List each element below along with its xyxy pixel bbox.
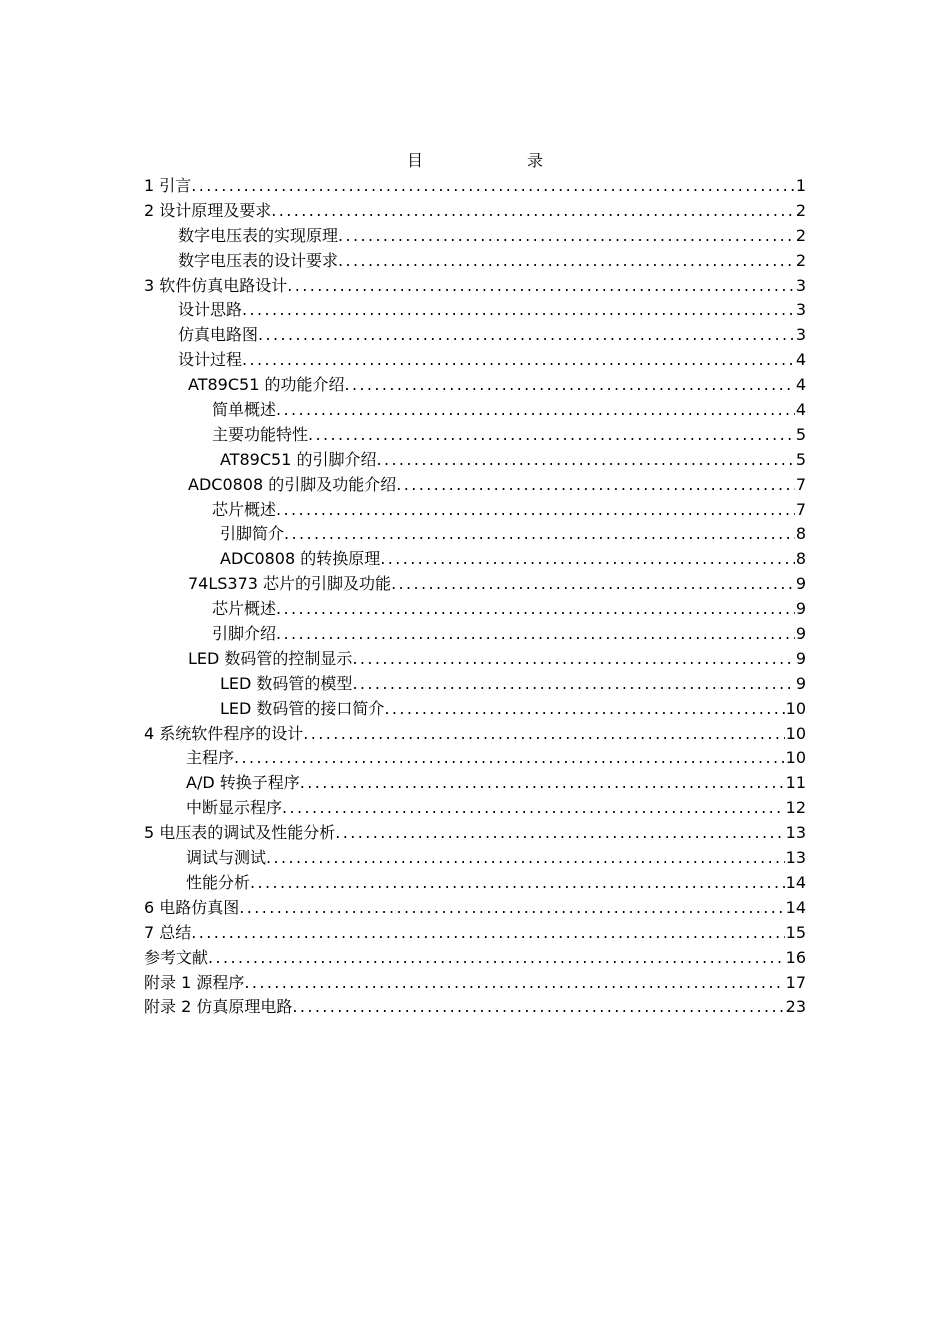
toc-entry-text: 设计过程	[178, 350, 243, 370]
toc-entry-text: 仿真电路图	[178, 325, 259, 345]
toc-page-number: 13	[785, 823, 806, 843]
toc-dot-leader	[250, 871, 785, 896]
toc-page-number: 14	[785, 897, 806, 917]
toc-dot-leader	[276, 597, 795, 622]
toc-entry-text: 参考文献	[144, 947, 209, 967]
toc-entry[interactable]	[144, 697, 806, 722]
toc-entry-text: 芯片概述	[212, 499, 277, 519]
toc-page-number: 7	[795, 474, 806, 494]
toc-entry-text: LED 数码管的控制显示	[188, 648, 353, 668]
toc-page-number: 15	[785, 922, 806, 942]
toc-entry-text: 附录 2 仿真原理电路	[144, 997, 293, 1017]
toc-entry-text: 调试与测试	[186, 848, 267, 868]
toc-dot-leader	[239, 896, 784, 921]
toc-entry-text: 简单概述	[212, 400, 277, 420]
toc-dot-leader	[258, 323, 795, 348]
toc-entry-text: ADC0808 的引脚及功能介绍	[188, 474, 397, 494]
toc-entry[interactable]	[144, 946, 806, 971]
toc-entry-text: ADC0808 的转换原理	[220, 549, 381, 569]
toc-dot-leader	[338, 249, 795, 274]
toc-entry-text: 芯片概述	[212, 599, 277, 619]
toc-entry-text: AT89C51 的功能介绍	[188, 375, 345, 395]
toc-entry-text: 数字电压表的设计要求	[178, 250, 339, 270]
toc-dot-leader	[292, 995, 784, 1020]
toc-page-number: 5	[795, 424, 806, 444]
toc-entry[interactable]	[144, 821, 806, 846]
toc-entry[interactable]	[144, 846, 806, 871]
toc-page-number: 3	[795, 300, 806, 320]
toc-entry[interactable]	[144, 722, 806, 747]
toc-page-number: 5	[795, 449, 806, 469]
toc-entry[interactable]	[144, 921, 806, 946]
toc-page-number: 7	[795, 499, 806, 519]
toc-entry-text: 4 系统软件程序的设计	[144, 723, 304, 743]
toc-entry[interactable]	[144, 448, 806, 473]
toc-dot-leader	[335, 821, 784, 846]
toc-page-number: 2	[795, 225, 806, 245]
toc-dot-leader	[380, 547, 795, 572]
toc-entry[interactable]	[144, 224, 806, 249]
toc-entry[interactable]	[144, 398, 806, 423]
toc-entry[interactable]	[144, 871, 806, 896]
toc-entry[interactable]	[144, 249, 806, 274]
toc-page-number: 16	[785, 947, 806, 967]
toc-page-number: 2	[795, 200, 806, 220]
toc-dot-leader	[234, 746, 785, 771]
toc-dot-leader	[284, 522, 795, 547]
toc-entry-text: 3 软件仿真电路设计	[144, 275, 288, 295]
toc-page-number: 2	[795, 250, 806, 270]
toc-entry[interactable]	[144, 373, 806, 398]
toc-page-number: 8	[795, 549, 806, 569]
toc-entry[interactable]	[144, 348, 806, 373]
toc-entry-text: 性能分析	[186, 872, 251, 892]
toc-entry-text: 数字电压表的实现原理	[178, 225, 339, 245]
toc-page-number: 4	[795, 350, 806, 370]
toc-entry[interactable]	[144, 971, 806, 996]
toc-entry[interactable]	[144, 298, 806, 323]
toc-entry-text: 中断显示程序	[186, 798, 283, 818]
toc-entry[interactable]	[144, 199, 806, 224]
toc-page-number: 9	[795, 599, 806, 619]
toc-entry[interactable]	[144, 547, 806, 572]
toc-dot-leader	[191, 921, 784, 946]
toc-dot-leader	[391, 572, 795, 597]
toc-entry-text: LED 数码管的接口简介	[220, 698, 385, 718]
toc-entry[interactable]	[144, 647, 806, 672]
toc-dot-leader	[242, 298, 795, 323]
toc-entry-text: 1 引言	[144, 176, 192, 195]
toc-dot-leader	[282, 796, 785, 821]
toc-entry[interactable]	[144, 423, 806, 448]
toc-page-number: 1	[795, 176, 806, 195]
toc-page-number: 4	[795, 375, 806, 395]
toc-entry-text: 引脚介绍	[212, 624, 277, 644]
toc-entry[interactable]	[144, 174, 806, 199]
toc-dot-leader	[303, 722, 784, 747]
toc-page-number: 4	[795, 400, 806, 420]
toc-entry-text: 7 总结	[144, 922, 192, 942]
toc-dot-leader	[352, 672, 794, 697]
toc-dot-leader	[208, 946, 785, 971]
toc-page-number: 17	[785, 972, 806, 992]
toc-page-number: 8	[795, 524, 806, 544]
toc-entry-text: 引脚简介	[220, 524, 285, 544]
toc-dot-leader	[276, 398, 795, 423]
toc-entry[interactable]	[144, 522, 806, 547]
toc-entry-text: LED 数码管的模型	[220, 673, 353, 693]
toc-entry-text: 主要功能特性	[212, 424, 309, 444]
toc-dot-leader	[308, 423, 795, 448]
toc-page-number: 13	[785, 848, 806, 868]
toc-entry-text: 5 电压表的调试及性能分析	[144, 823, 336, 843]
toc-entry[interactable]	[144, 323, 806, 348]
toc-dot-leader	[242, 348, 795, 373]
toc-entry[interactable]	[144, 796, 806, 821]
toc-entry-text: 74LS373 芯片的引脚及功能	[188, 574, 392, 594]
toc-page-number: 10	[785, 723, 806, 743]
toc-entry[interactable]	[144, 274, 806, 299]
toc-entry-text: 6 电路仿真图	[144, 897, 240, 917]
toc-dot-leader	[396, 473, 795, 498]
toc-entry-text: AT89C51 的引脚介绍	[220, 449, 377, 469]
toc-entry-text: 主程序	[186, 748, 235, 768]
toc-dot-leader	[276, 498, 795, 523]
toc-page-number: 10	[785, 748, 806, 768]
toc-dot-leader	[191, 174, 795, 199]
toc-entry[interactable]	[144, 597, 806, 622]
toc-entry-text: A/D 转换子程序	[186, 773, 300, 793]
toc-dot-leader	[276, 622, 795, 647]
toc-page-number: 23	[785, 997, 806, 1017]
toc-dot-leader	[266, 846, 785, 871]
toc-entry-text: 附录 1 源程序	[144, 972, 245, 992]
toc-page-number: 3	[795, 275, 806, 295]
toc-dot-leader	[344, 373, 794, 398]
toc-page-number: 12	[785, 798, 806, 818]
toc-dot-leader	[376, 448, 794, 473]
toc-dot-leader	[244, 971, 784, 996]
toc-entry[interactable]	[144, 498, 806, 523]
toc-list	[144, 174, 806, 1020]
toc-entry[interactable]	[144, 896, 806, 921]
toc-dot-leader	[338, 224, 795, 249]
toc-dot-leader	[300, 771, 785, 796]
toc-entry-text: 设计思路	[178, 300, 243, 320]
toc-entry[interactable]	[144, 622, 806, 647]
toc-page-number: 9	[795, 648, 806, 668]
toc-entry-text: 2 设计原理及要求	[144, 200, 272, 220]
toc-dot-leader	[384, 697, 784, 722]
toc-page-number: 3	[795, 325, 806, 345]
toc-entry[interactable]	[144, 995, 806, 1020]
toc-page-number: 9	[795, 624, 806, 644]
toc-entry[interactable]	[144, 473, 806, 498]
toc-entry[interactable]	[144, 746, 806, 771]
toc-page-number: 9	[795, 574, 806, 594]
toc-title: 目 录	[406, 151, 587, 170]
toc-dot-leader	[352, 647, 794, 672]
toc-page-number: 11	[785, 773, 806, 793]
toc-page-number: 9	[795, 673, 806, 693]
toc-dot-leader	[287, 274, 795, 299]
toc-entry[interactable]	[144, 771, 806, 796]
toc-entry[interactable]	[144, 572, 806, 597]
toc-page-number: 14	[785, 872, 806, 892]
toc-page-number: 10	[785, 698, 806, 718]
toc-entry[interactable]	[144, 672, 806, 697]
toc-dot-leader	[271, 199, 795, 224]
